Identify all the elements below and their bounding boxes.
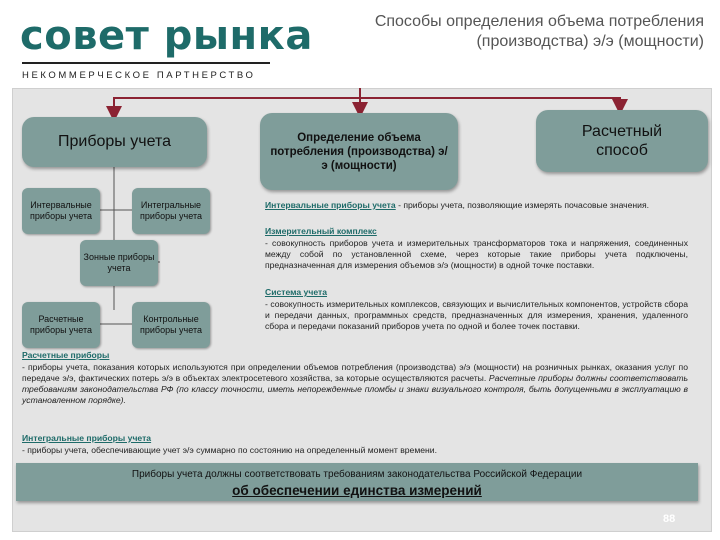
settlement-text: - приборы учета, показания которых используются при определении объемов потребления (производства) э/э (мощности) на розничных рынках, оказания услуг по передаче э/э, фактических потерь э/э в объектах электросетевого хозяйства, за которые осуществляются расчеты. [22,362,688,383]
interval-term: Интервальные приборы учета [265,200,396,210]
requirement-line1: Приборы учета должны соответствовать требованиям законодательства Российской Федерации [131,469,583,480]
complex-term: Измерительный комплекс [265,226,377,236]
requirement-line2: об обеспечении единства измерений [232,483,482,498]
settlement-term: Расчетные приборы [22,350,110,360]
control-devices-box: Контрольные приборы учета [132,302,210,348]
complex-definition: - совокупность приборов учета и измерительных трансформаторов тока и напряжения, соединенных между собой по установленной схеме, через которые такие приборы учета подключены, предназначенная для измерения объемов э/э (мощности) в одной точке поставки. [265,238,688,270]
integral-devices-box: Интегральные приборы учета [132,188,210,234]
integral-definition: - приборы учета, обеспечивающие учет э/э суммарно по состоянию на определенный момент времени. [22,445,437,455]
zone-devices-box: Зонные приборы учета [80,240,158,286]
page-number: 88 [663,513,676,525]
integral-term: Интегральные приборы учета [22,433,152,443]
settlement-definition [22,362,688,406]
slide-title: Способы определения объема потребления (производства) э/э (мощности) [374,13,704,50]
interval-devices-box: Интервальные приборы учета [22,188,100,234]
interval-definition [265,200,688,211]
settlement-devices-box: Расчетные приборы учета [22,302,100,348]
system-term: Система учета [265,287,327,297]
logo-subtitle: НЕКОММЕРЧЕСКОЕ ПАРТНЕРСТВО [22,70,256,81]
devices-box: Приборы учета [22,117,207,167]
calc-method-box: Расчетный способ [536,110,708,172]
settlement-italic: Расчетные приборы должны соответствовать требованиям законодательства РФ (по классу точности, иметь непорежденные пломбы и знаки визуального контроля, быть допущенными в эксплуатацию в установленном порядке). [22,373,688,405]
requirement-box [16,463,698,501]
main-definition-box: Определение объема потребления (производства) э/э (мощности) [260,113,458,190]
connector-to-calc [360,98,620,107]
system-definition: - совокупность измерительных комплексов, связующих и вычислительных компонентов, устройств сбора и передачи данных, программных средств, предназначенных для измерения, хранения, удаленного сбора и передачи показаний приборов учета по одной и более точек поставки. [265,299,688,331]
logo-text: совет рынка [20,13,313,59]
connector-to-devices [114,88,360,114]
interval-text: - приборы учета, позволяющие измерять почасовые значения. [395,200,650,210]
